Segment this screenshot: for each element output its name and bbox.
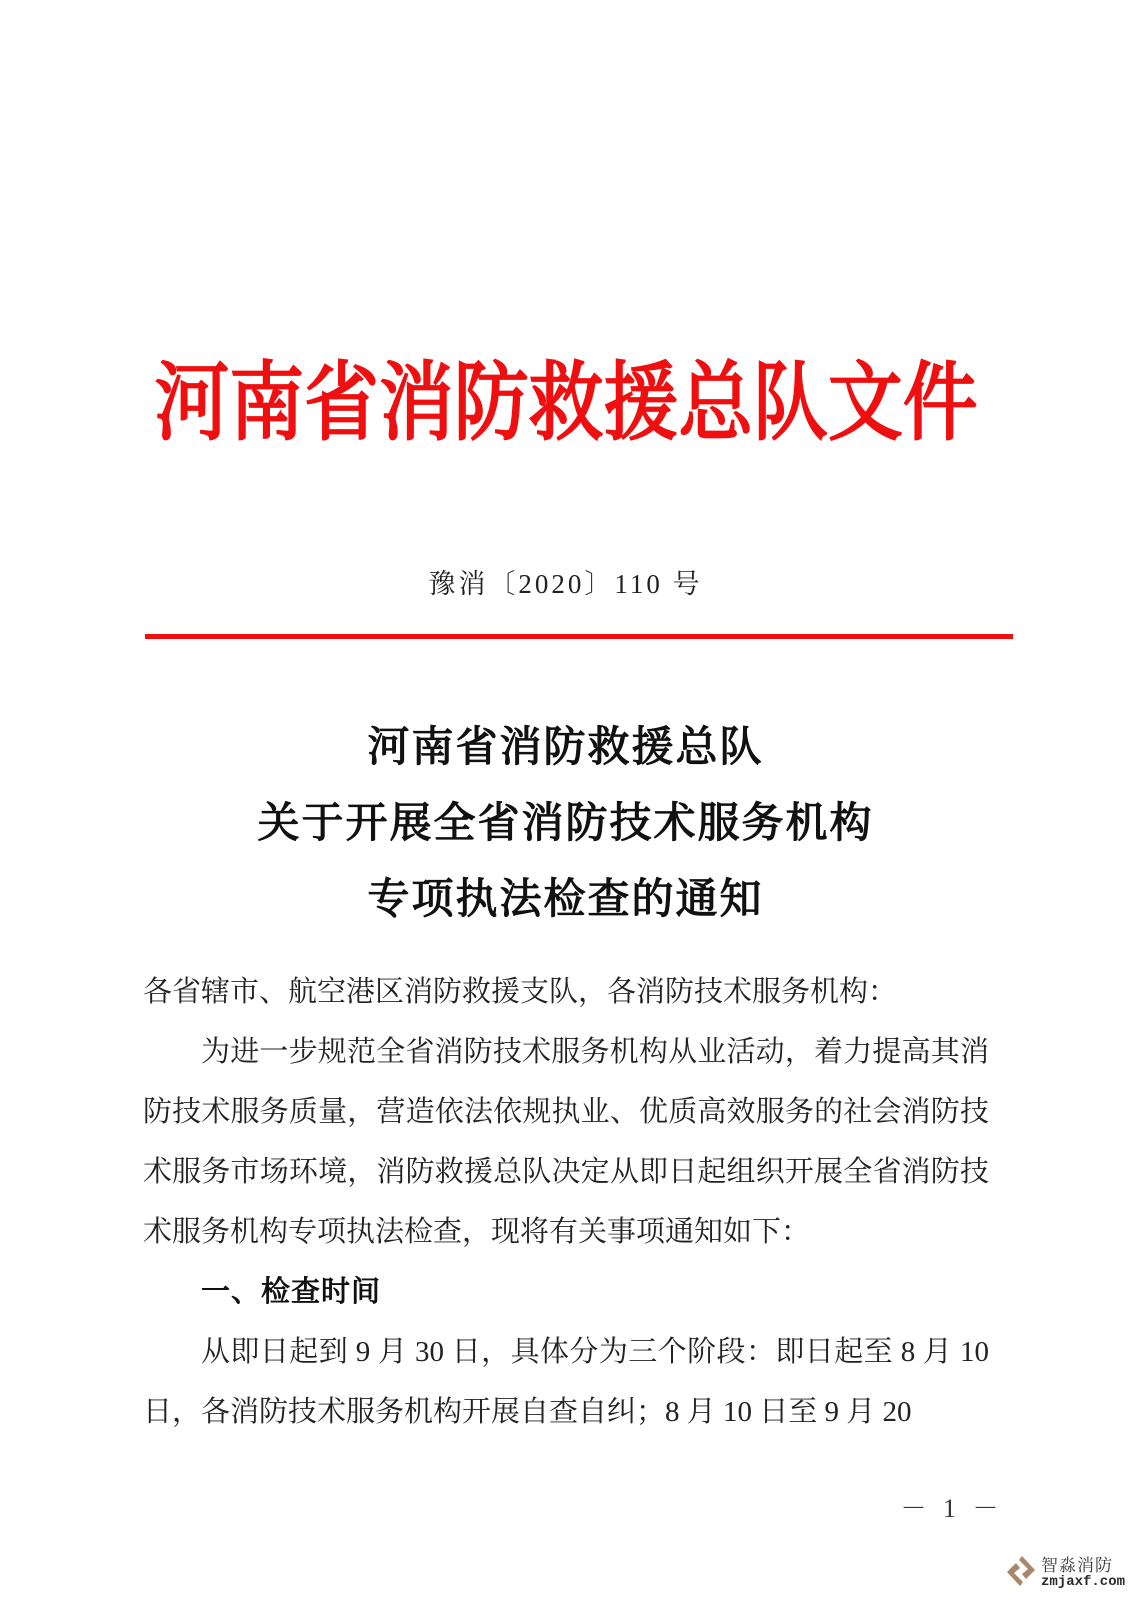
watermark-site: zmjaxf.com [1040,1574,1125,1591]
watermark-name: 智淼消防 [1040,1556,1113,1576]
paragraph-schedule: 从即日起到 9 月 30 日，具体分为三个阶段：即日起至 8 月 10 日，各消防技术服务机构开展自查自纠；8 月 10 日至 9 月 20 [143,1336,989,1428]
document-body [143,962,989,1442]
salutation-line: 各省辖市、航空港区消防救援支队，各消防技术服务机构： [143,976,898,1008]
zmjaxf-logo-icon [1006,1555,1036,1592]
title-line-1: 河南省消防救援总队 [367,725,764,771]
document-number: 豫消〔2020〕110 号 [428,569,703,599]
title-line-2: 关于开展全省消防技术服务机构 [257,801,874,847]
red-divider-line [145,634,1013,639]
document-title [0,710,1131,938]
watermark [1006,1555,1125,1592]
page-number: － 1 － [900,1494,1004,1523]
paragraph-intro: 为进一步规范全省消防技术服务机构从业活动，着力提高其消防技术服务质量，营造依法依规执业、优质高效服务的社会消防技术服务市场环境，消防救援总队决定从即日起组织开展全省消防技术服务机构专项执法检查，现将有关事项通知如下： [143,1036,989,1248]
red-header-title: 河南省消防救援总队文件 [153,355,978,451]
watermark-texts [1041,1557,1125,1590]
red-header-banner [0,352,1131,455]
section-heading-inspection-time: 一、检查时间 [201,1276,382,1308]
title-line-3: 专项执法检查的通知 [367,877,764,923]
